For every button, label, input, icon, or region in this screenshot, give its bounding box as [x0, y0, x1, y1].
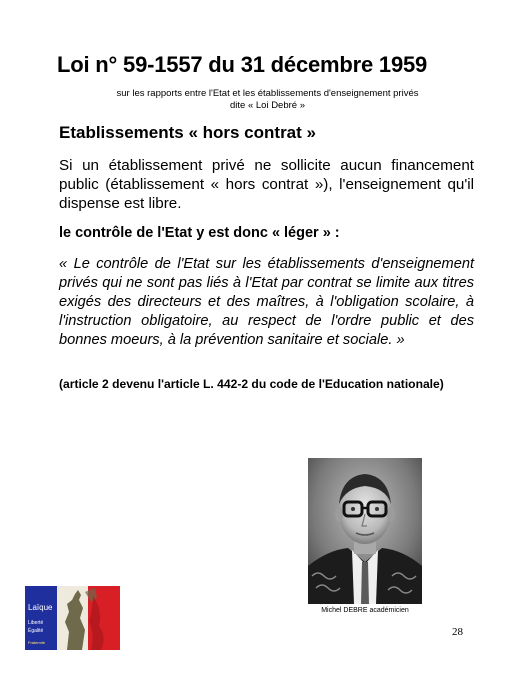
- subtitle-line-1: sur les rapports entre l'Etat et les établissements d'enseignement privés: [116, 88, 419, 99]
- logo-text-egalite: Égalité: [28, 628, 44, 634]
- logo-text-laique: Laïque: [28, 603, 53, 612]
- logo-text-fraternite: Fraternité: [28, 640, 46, 645]
- law-quote: « Le contrôle de l'Etat sur les établissements d'enseignement privés qui ne sont pas liés à l'Etat par contrat se limite aux titres exigés des directeurs et des maîtres, à l'obligation scolaire, à l'instruction obligatoire, au respect de l'ordre public et des bonnes moeurs, à la prévention sanitaire et sociale. »: [59, 256, 474, 348]
- page-number: 28: [452, 626, 463, 638]
- paragraph-text: Si un établissement privé ne sollicite aucun financement public (établissement « hors contrat »), l'enseignement qu'il dispense est libre.: [59, 157, 474, 212]
- section-heading: Etablissements « hors contrat »: [59, 123, 316, 142]
- subtitle-line-2: dite « Loi Debré »: [230, 100, 305, 111]
- photo-caption: Michel DEBRE académicien: [321, 607, 409, 614]
- control-subheading: le contrôle de l'Etat y est donc « léger » :: [59, 225, 340, 241]
- logo-text-liberte: Liberté: [28, 620, 44, 626]
- document-subtitle: [60, 88, 475, 112]
- article-reference: (article 2 devenu l'article L. 442-2 du code de l'Education nationale): [59, 377, 444, 391]
- document-title: Loi n° 59-1557 du 31 décembre 1959: [57, 52, 428, 77]
- michel-debre-portrait: [308, 458, 422, 604]
- laicite-logo: [25, 586, 120, 650]
